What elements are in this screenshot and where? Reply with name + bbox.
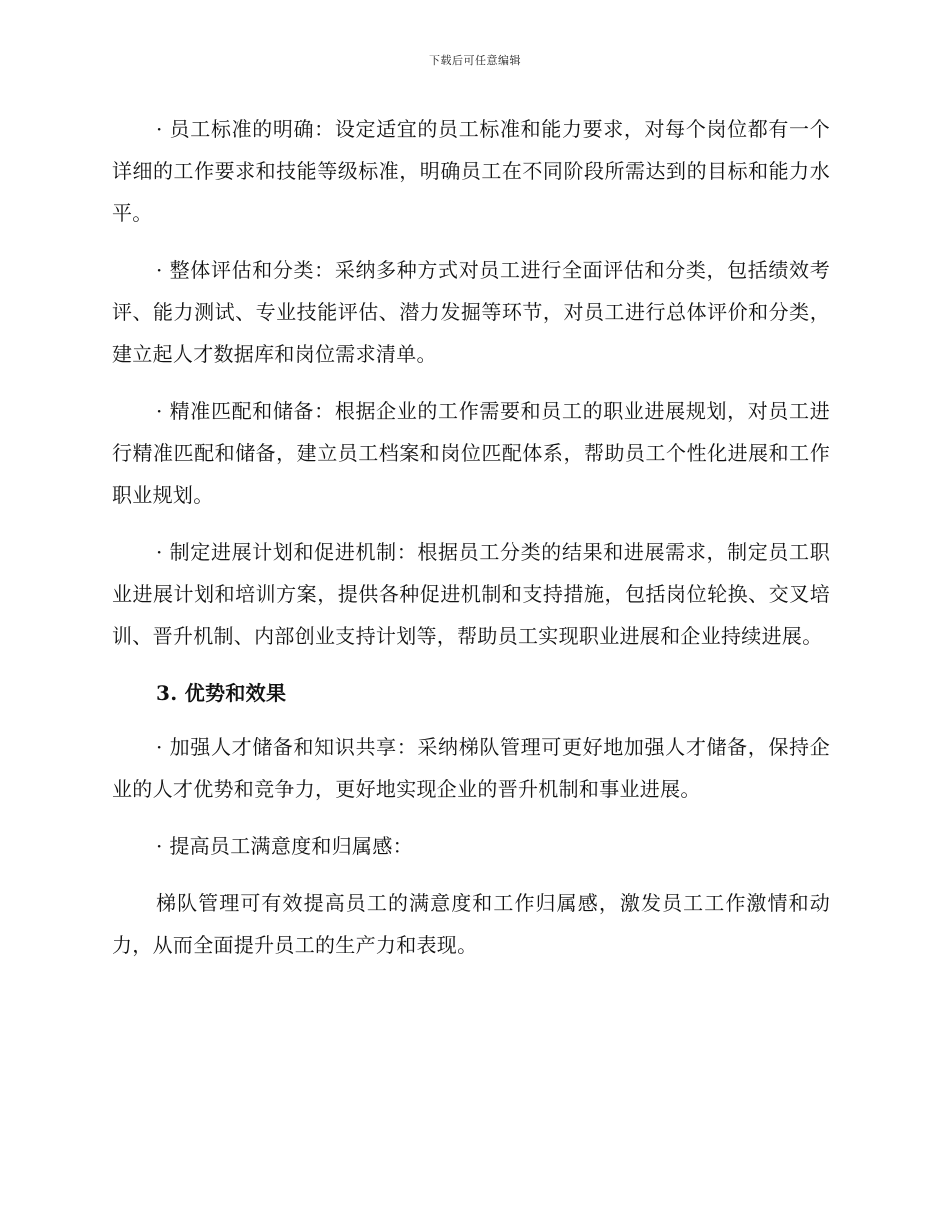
section-heading-advantages: 3. 优势和效果	[156, 681, 287, 705]
bullet-development-plan: · 制定进展计划和促进机制：根据员工分类的结果和进展需求，制定员工职业进展计划和培训方案，提供各种促进机制和支持措施，包括岗位轮换、交叉培训、晋升机制、内部创业支持计划等，帮助员工实现职业进展和企业持续进展。	[112, 540, 830, 648]
paragraph-satisfaction-detail: 梯队管理可有效提高员工的满意度和工作归属感，激发员工工作激情和动力，从而全面提升员工的生产力和表现。	[112, 891, 830, 957]
bullet-precise-matching: · 精准匹配和储备：根据企业的工作需要和员工的职业进展规划，对员工进行精准匹配和储备，建立员工档案和岗位匹配体系，帮助员工个性化进展和工作职业规划。	[112, 399, 830, 507]
bullet-employee-satisfaction: · 提高员工满意度和归属感：	[156, 834, 413, 858]
bullet-employee-standards: · 员工标准的明确：设定适宜的员工标准和能力要求，对每个岗位都有一个详细的工作要求和技能等级标准，明确员工在不同阶段所需达到的目标和能力水平。	[112, 117, 830, 225]
bullet-overall-assessment: · 整体评估和分类：采纳多种方式对员工进行全面评估和分类，包括绩效考评、能力测试、专业技能评估、潜力发掘等环节，对员工进行总体评价和分类，建立起人才数据库和岗位需求清单。	[112, 258, 830, 366]
bullet-talent-reserve: · 加强人才储备和知识共享：采纳梯队管理可更好地加强人才储备，保持企业的人才优势和竞争力，更好地实现企业的晋升机制和事业进展。	[112, 735, 830, 801]
document-body	[112, 108, 830, 981]
page-header: 下载后可任意编辑	[429, 54, 521, 67]
